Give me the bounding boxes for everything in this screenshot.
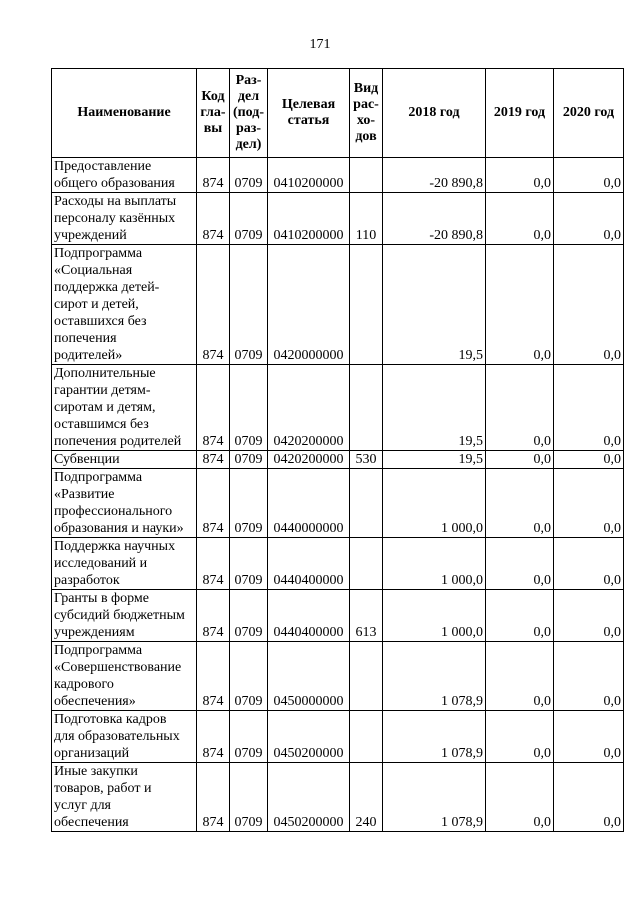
table-row (52, 365, 624, 451)
cell-section: 0709 (230, 763, 268, 832)
table-row (52, 763, 624, 832)
table-row (52, 590, 624, 642)
cell-y2019: 0,0 (486, 469, 554, 538)
cell-target: 0410200000 (268, 158, 350, 193)
cell-target: 0420200000 (268, 451, 350, 469)
cell-code: 874 (197, 245, 230, 365)
header-2018: 2018 год (383, 69, 486, 158)
cell-y2018: 19,5 (383, 365, 486, 451)
cell-code: 874 (197, 469, 230, 538)
cell-y2018: 1 000,0 (383, 538, 486, 590)
page-number: 171 (309, 37, 331, 52)
cell-vid (350, 711, 383, 763)
header-2019: 2019 год (486, 69, 554, 158)
cell-vid (350, 245, 383, 365)
cell-section: 0709 (230, 642, 268, 711)
table-row (52, 193, 624, 245)
header-2020: 2020 год (554, 69, 624, 158)
cell-y2018: 19,5 (383, 245, 486, 365)
cell-name: Поддержка научных исследований и разработок (52, 538, 197, 590)
budget-table (51, 68, 624, 832)
table-row (52, 451, 624, 469)
cell-y2019: 0,0 (486, 711, 554, 763)
cell-name: Субвенции (52, 451, 197, 469)
cell-section: 0709 (230, 590, 268, 642)
cell-name: Подготовка кадров для образовательных организаций (52, 711, 197, 763)
header-name: Наименование (52, 69, 197, 158)
cell-name: Предоставление общего образования (52, 158, 197, 193)
cell-y2018: 1 078,9 (383, 711, 486, 763)
cell-y2020: 0,0 (554, 158, 624, 193)
cell-vid: 613 (350, 590, 383, 642)
cell-code: 874 (197, 193, 230, 245)
cell-target: 0440000000 (268, 469, 350, 538)
cell-code: 874 (197, 365, 230, 451)
cell-y2019: 0,0 (486, 538, 554, 590)
header-code: Код гла- вы (197, 69, 230, 158)
cell-y2020: 0,0 (554, 193, 624, 245)
cell-target: 0440400000 (268, 538, 350, 590)
table-row (52, 158, 624, 193)
cell-vid: 530 (350, 451, 383, 469)
cell-name: Подпрограмма «Социальная поддержка детей- сирот и детей, оставшихся без попечения родителей» (52, 245, 197, 365)
cell-y2018: 1 078,9 (383, 642, 486, 711)
cell-y2019: 0,0 (486, 158, 554, 193)
cell-vid (350, 365, 383, 451)
cell-y2020: 0,0 (554, 538, 624, 590)
cell-section: 0709 (230, 469, 268, 538)
cell-vid (350, 469, 383, 538)
cell-section: 0709 (230, 245, 268, 365)
cell-y2018: -20 890,8 (383, 193, 486, 245)
cell-code: 874 (197, 538, 230, 590)
cell-code: 874 (197, 590, 230, 642)
cell-y2020: 0,0 (554, 642, 624, 711)
cell-section: 0709 (230, 711, 268, 763)
cell-vid (350, 158, 383, 193)
cell-y2020: 0,0 (554, 245, 624, 365)
header-vid: Вид рас- хо- дов (350, 69, 383, 158)
header-section: Раз- дел (под- раз- дел) (230, 69, 268, 158)
cell-target: 0450000000 (268, 642, 350, 711)
cell-vid (350, 538, 383, 590)
cell-y2020: 0,0 (554, 365, 624, 451)
cell-y2019: 0,0 (486, 193, 554, 245)
table-body (52, 158, 624, 832)
cell-section: 0709 (230, 365, 268, 451)
cell-y2020: 0,0 (554, 469, 624, 538)
cell-y2018: 19,5 (383, 451, 486, 469)
cell-name: Подпрограмма «Совершенствование кадрового обеспечения» (52, 642, 197, 711)
cell-vid: 110 (350, 193, 383, 245)
cell-y2020: 0,0 (554, 711, 624, 763)
cell-section: 0709 (230, 538, 268, 590)
cell-name: Дополнительные гарантии детям- сиротам и детям, оставшимся без попечения родителей (52, 365, 197, 451)
cell-code: 874 (197, 711, 230, 763)
cell-name: Гранты в форме субсидий бюджетным учреждениям (52, 590, 197, 642)
cell-y2020: 0,0 (554, 451, 624, 469)
table-row (52, 711, 624, 763)
cell-target: 0450200000 (268, 711, 350, 763)
table-row (52, 469, 624, 538)
cell-y2018: 1 000,0 (383, 590, 486, 642)
table-row (52, 642, 624, 711)
cell-name: Иные закупки товаров, работ и услуг для обеспечения (52, 763, 197, 832)
cell-y2019: 0,0 (486, 590, 554, 642)
table-row (52, 245, 624, 365)
cell-y2019: 0,0 (486, 451, 554, 469)
cell-code: 874 (197, 158, 230, 193)
cell-vid (350, 642, 383, 711)
cell-code: 874 (197, 642, 230, 711)
cell-y2020: 0,0 (554, 763, 624, 832)
cell-vid: 240 (350, 763, 383, 832)
cell-name: Расходы на выплаты персоналу казённых учреждений (52, 193, 197, 245)
cell-y2019: 0,0 (486, 245, 554, 365)
cell-y2019: 0,0 (486, 365, 554, 451)
cell-name: Подпрограмма «Развитие профессионального образования и науки» (52, 469, 197, 538)
cell-section: 0709 (230, 193, 268, 245)
cell-y2018: -20 890,8 (383, 158, 486, 193)
cell-y2018: 1 078,9 (383, 763, 486, 832)
cell-target: 0410200000 (268, 193, 350, 245)
header-target: Целевая статья (268, 69, 350, 158)
table-row (52, 538, 624, 590)
cell-target: 0450200000 (268, 763, 350, 832)
cell-target: 0440400000 (268, 590, 350, 642)
cell-section: 0709 (230, 158, 268, 193)
cell-y2020: 0,0 (554, 590, 624, 642)
cell-section: 0709 (230, 451, 268, 469)
table-header-row (52, 69, 624, 158)
cell-target: 0420200000 (268, 365, 350, 451)
cell-target: 0420000000 (268, 245, 350, 365)
cell-y2019: 0,0 (486, 763, 554, 832)
cell-y2019: 0,0 (486, 642, 554, 711)
cell-y2018: 1 000,0 (383, 469, 486, 538)
cell-code: 874 (197, 763, 230, 832)
cell-code: 874 (197, 451, 230, 469)
